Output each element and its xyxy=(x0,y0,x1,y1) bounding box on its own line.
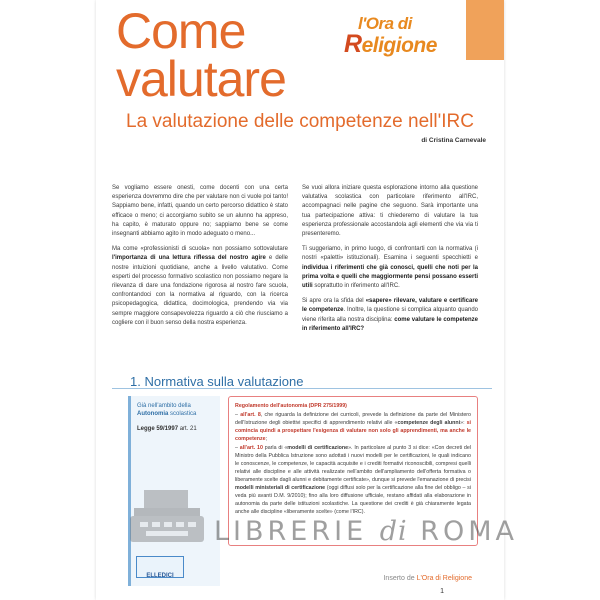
regulation-item: – all'art. 10 parla di «modelli di certificazione». In particolare al punto 3 si dice: «Con decreti del Ministro della Pubblica Istruzione sono adottati i nuovi modelli per le certificazioni, le quali indicano le conoscenze, le competenze, le capacità acquisite e i crediti formativi riconoscibili, compresi quelli relativi alle discipline e alle attività realizzate nell'ambito dell'ampliamento dell'offerta formativa o liberamente scelte dagli alunni e debitamente certificate», dunque si prevede l'emanazione di precisi modelli ministeriali di certificazione (oggi diffusi solo per la certificazione alla fine del obbligo – si veda più avanti D.M. 9/2010); fino alla loro diffusione ufficiale, restano affidati alla elaborazione in autonomia da parte delle istituzioni scolastiche. La questione dei crediti è già chiaramente legata anche alle discipline «liberamente scelte» (come l'IRC). xyxy=(235,445,472,515)
logo-line-1: l'Ora di xyxy=(358,14,412,33)
subtitle: La valutazione delle competenze nell'IRC xyxy=(126,111,474,132)
paragraph: Ti suggeriamo, in primo luogo, di confrontarti con la normativa (i nostri «paletti» istituzionali). Esamina i seguenti specchietti e individua i riferimenti che già conosci, quelli che noti per la prima volta e quelli che maggiormente pensi possano esserti utili soprattutto in riferimento all'IRC. xyxy=(302,246,478,290)
body-column-right xyxy=(302,184,478,340)
magazine-logo xyxy=(336,14,466,58)
sidebar-label: Già nell'ambito della Autonomia scolastica xyxy=(137,403,197,417)
paragraph: Se vogliamo essere onesti, come docenti con una certa esperienza dovremmo dire che per valutare non ci vuole poi tanto! Sappiamo bene, infatti, quando un certo percorso didattico è stato efficace o meno; ci accorgiamo subito se un alunno ha appreso, ha capito, è maturato oppure no; sappiamo bene se come insegnanti abbiamo agito in modo adeguato o meno... xyxy=(112,185,288,238)
logo-line-2: Religione xyxy=(344,30,437,58)
watermark-text: LIBRERIE di ROMA xyxy=(214,516,519,547)
author-credit: di Cristina Carnevale xyxy=(421,137,486,144)
section-title: 1. Normativa sulla valutazione xyxy=(130,374,304,389)
title-line-2: valutare xyxy=(116,51,286,107)
page-number: 1 xyxy=(440,588,444,595)
regulation-heading: Regolamento dell'autonomia (DPR 275/1999) xyxy=(235,403,347,409)
typewriter-watermark-icon xyxy=(128,488,206,552)
law-reference: Legge 59/1997 art. 21 xyxy=(137,426,197,432)
header-color-tab xyxy=(466,0,504,60)
body-column-left xyxy=(112,184,288,334)
title-line-1: Come xyxy=(116,3,246,59)
insert-credit: Inserto de L'Ora di Religione xyxy=(383,575,472,582)
publisher-logo: ELLEDICI xyxy=(136,556,184,578)
paragraph: Se vuoi allora iniziare questa esplorazione intorno alla questione valutativa scolastica con particolare riferimento all'IRC, accompagnaci nelle pagine che seguono. Sarà importante una tua partecipazione attiva: ti chiederemo di valutare la tua esperienza professionale accostandola agli elementi che via via ti presenteremo. xyxy=(302,185,478,238)
regulation-item: – all'art. 8, che riguarda la definizione dei curricoli, prevede la definizione da parte del Ministero dell'Istruzione degli obiettivi specifici di apprendimento relativi alle «competenze degli alunni»: si comincia quindi a prospettare l'esigenza di valutare non solo gli apprendimenti, ma anche le competenze; xyxy=(235,412,472,442)
paragraph: Ma come «professionisti di scuola» non possiamo sottovalutare l'importanza di una lettura riflessa del nostro agire e delle nostre intuizioni quotidiane, anche a livello valutativo. Come esperti del processo formativo scolastico non possiamo negare la rilevanza di dare una fondazione rigorosa al nostro fare scuola, confrontandoci con la normativa al riguardo, con la ricerca psicopedagogica, didattica, docimologica, prendendo via via sempre maggiore consapevolezza riguardo a ciò che riusciamo a cogliere con il buon senso della nostra esperienza. xyxy=(112,246,288,326)
paragraph: Si apre ora la sfida del «sapere» rilevare, valutare e certificare le competenze. Inoltre, la questione si complica alquanto quando viene riferita alla nostra disciplina: come valutare le competenze in riferimento all'IRC? xyxy=(302,298,478,332)
